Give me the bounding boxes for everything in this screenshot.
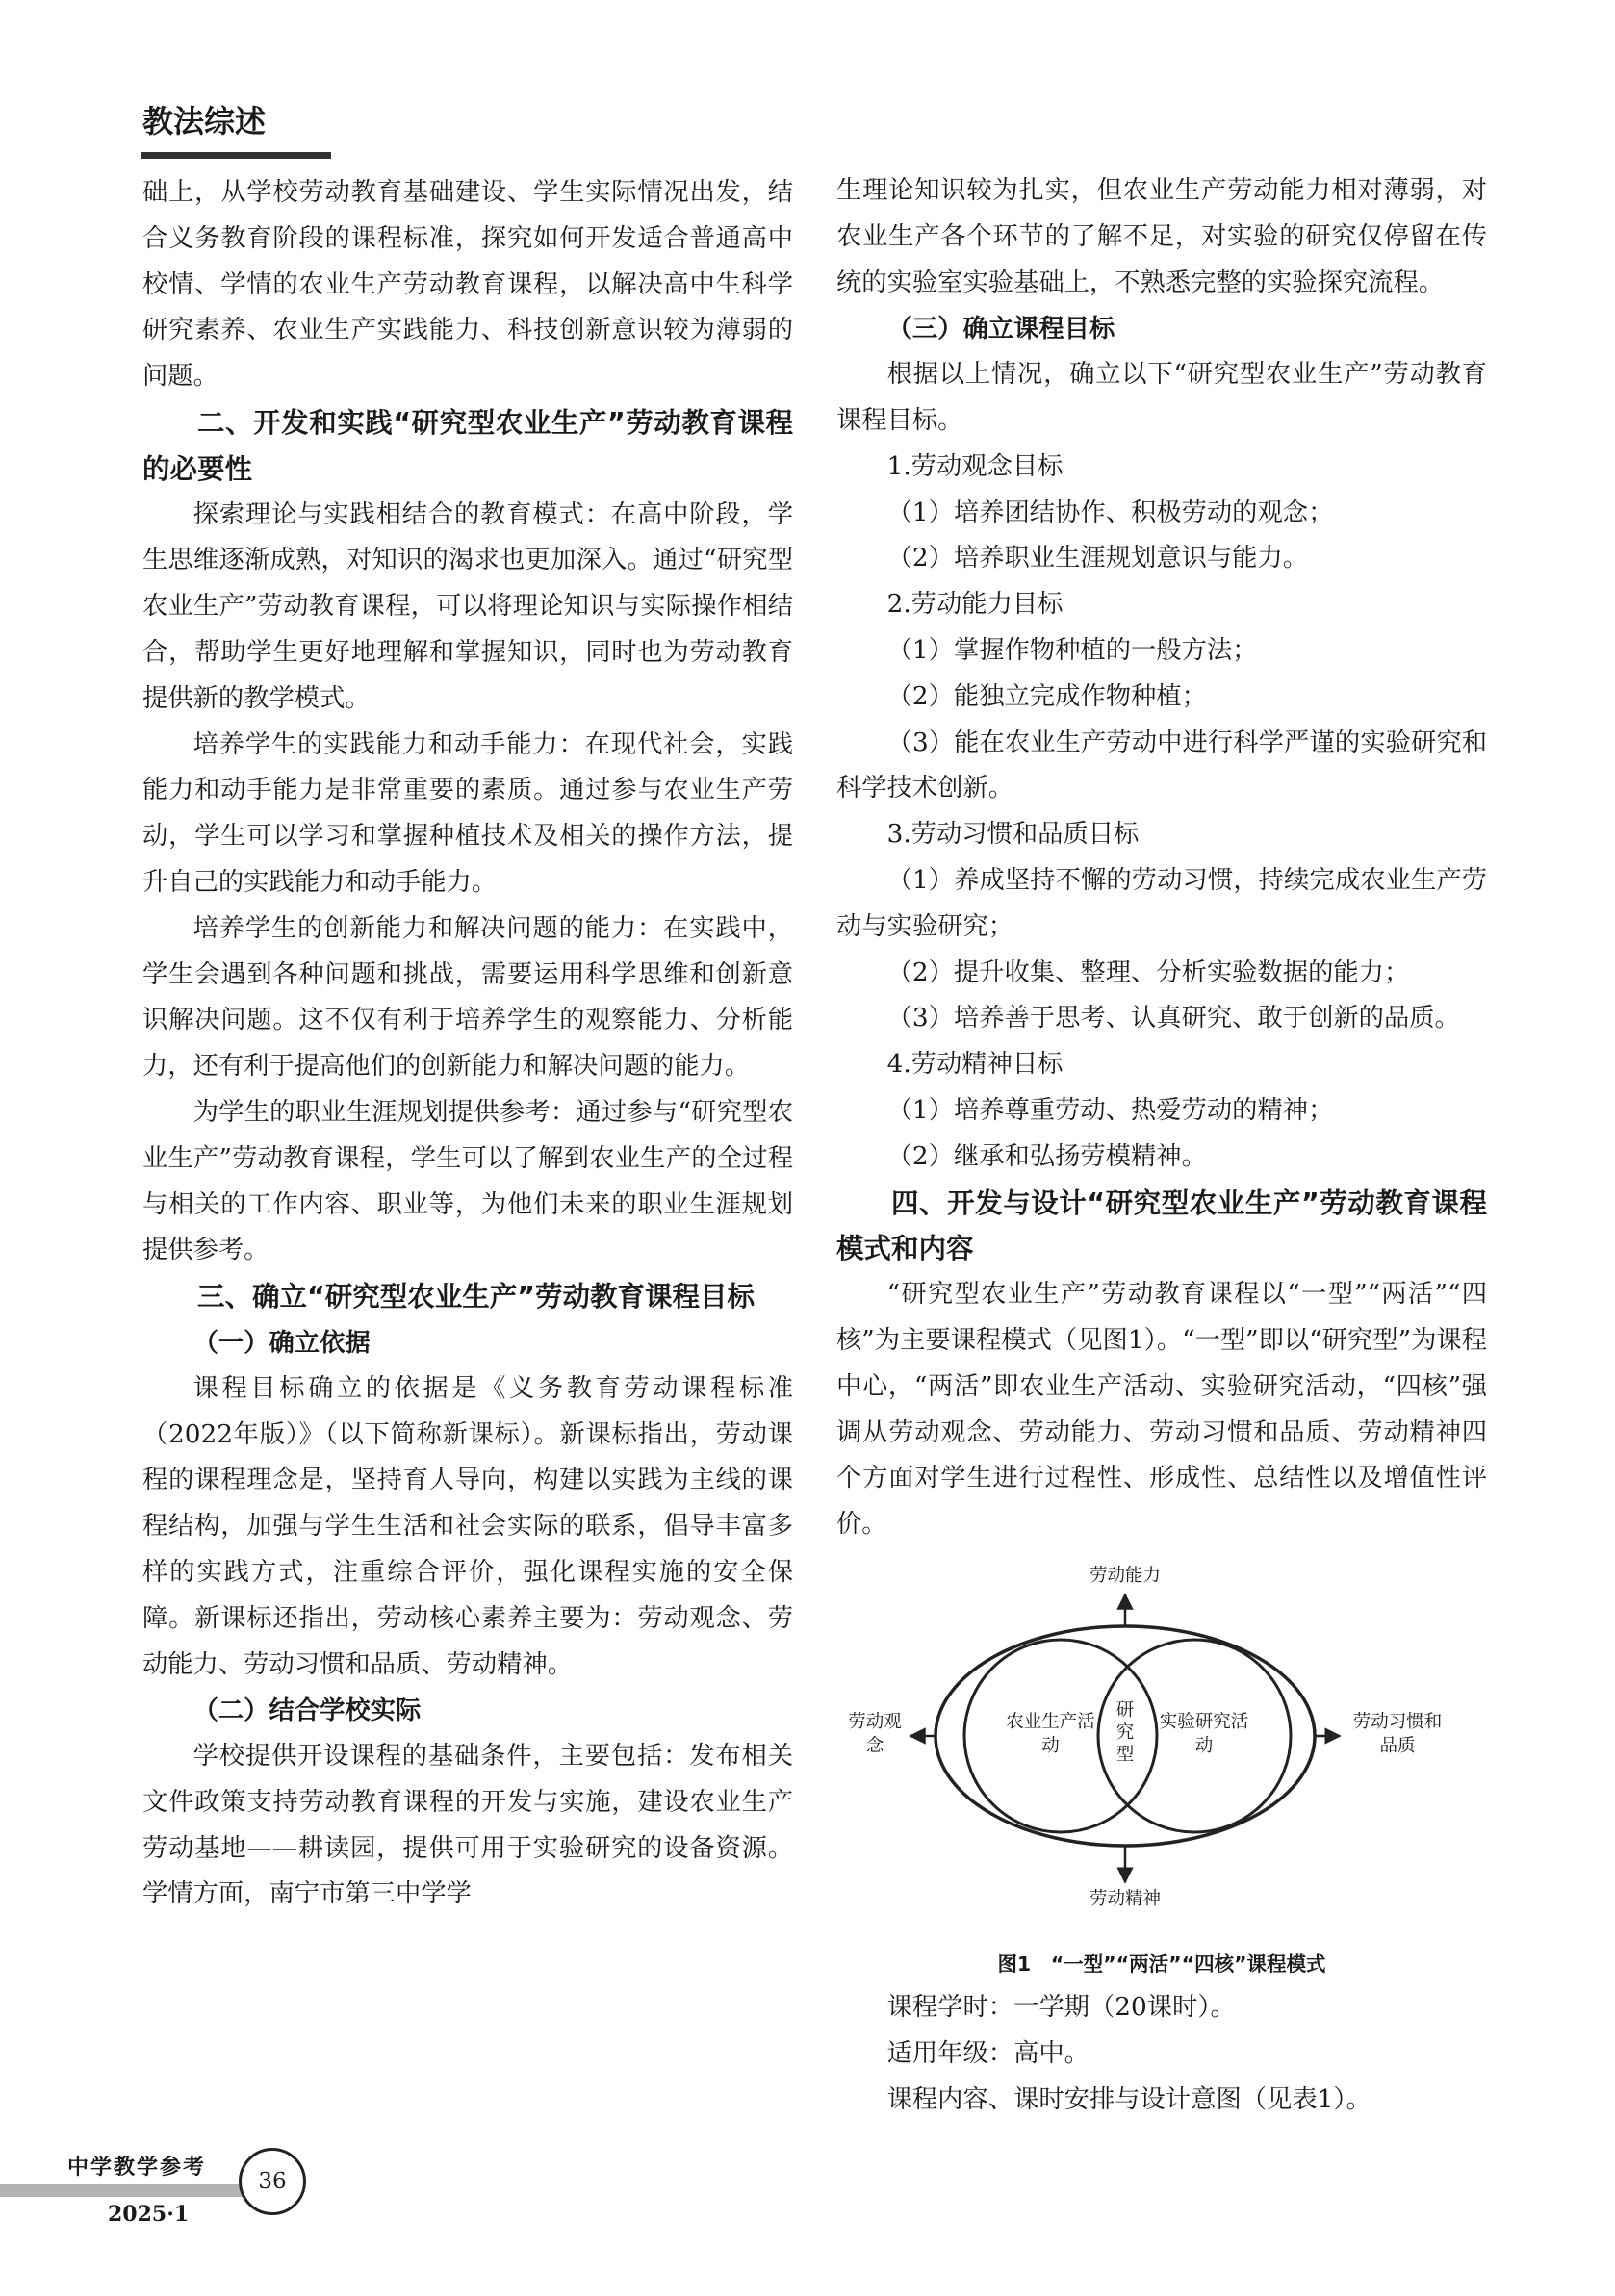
paragraph: 生理论知识较为扎实，但农业生产劳动能力相对薄弱，对农业生产各个环节的了解不足，对实验的研究仅停留在传统的实验室实验基础上，不熟悉完整的实验探究流程。 <box>836 176 1487 297</box>
section-header: 教法综述 <box>142 103 267 140</box>
paragraph: 学校提供开设课程的基础条件，主要包括：发布相关文件政策支持劳动教育课程的开发与实施，建设农业生产劳动基地——耕读园，提供可用于实验研究的设备资源。学情方面，南宁市第三中学学 <box>142 1742 793 1909</box>
goal-heading: 1.劳动观念目标 <box>886 451 1064 481</box>
right-column <box>836 168 1487 2123</box>
goal-item: （1）养成坚持不懈的劳动习惯，持续完成农业生产劳动与实验研究； <box>836 865 1487 941</box>
paragraph: 为学生的职业生涯规划提供参考：通过参与“研究型农业生产”劳动教育课程，学生可以了解到农业生产的全过程与相关的工作内容、职业等，为他们未来的职业生涯规划提供参考。 <box>142 1097 793 1265</box>
paragraph: 课程目标确立的依据是《义务教育劳动课程标准（2022年版）》（以下简称新课标）。新课标指出，劳动课程的课程理念是，坚持育人导向，构建以实践为主线的课程结构，加强与学生生活和社会实际的联系，倡导丰富多样的实践方式，注重综合评价，强化课程实施的安全保障。新课标还指出，劳动核心素养主要为：劳动观念、劳动能力、劳动习惯和品质、劳动精神。 <box>142 1373 793 1679</box>
paragraph: 课程学时：一学期（20课时）。 <box>886 1992 1236 2022</box>
section-heading: 三、确立“研究型农业生产”劳动教育课程目标 <box>197 1281 755 1314</box>
goal-item: （1）掌握作物种植的一般方法； <box>886 635 1258 665</box>
label-right: 劳动习惯和品质 <box>1352 1711 1443 1756</box>
paragraph: 础上，从学校劳动教育基础建设、学生实际情况出发，结合义务教育阶段的课程标准，探究如何开发适合普通高中校情、学情的农业生产劳动教育课程，以解决高中生科学研究素养、农业生产实践能力、科技创新意识较为薄弱的问题。 <box>142 178 793 392</box>
paragraph: “研究型农业生产”劳动教育课程以“一型”“两活”“四核”为主要课程模式（见图1）。“一型”即以“研究型”为课程中心，“两活”即农业生产活动、实验研究活动，“四核”强调从劳动观念、劳动能力、劳动习惯和品质、劳动精神四个方面对学生进行过程性、形成性、总结性以及增值性评价。 <box>836 1280 1487 1540</box>
left-column <box>142 170 793 1918</box>
paragraph: 培养学生的实践能力和动手能力：在现代社会，实践能力和动手能力是非常重要的素质。通过参与农业生产劳动，学生可以学习和掌握种植技术及相关的操作方法，提升自己的实践能力和动手能力。 <box>142 729 793 897</box>
footer-bar <box>0 2184 262 2197</box>
page-number: 36 <box>239 2148 306 2215</box>
paragraph: 根据以上情况，确立以下“研究型农业生产”劳动教育课程目标。 <box>836 360 1487 435</box>
paragraph: 探索理论与实践相结合的教育模式：在高中阶段，学生思维逐渐成熟，对知识的渴求也更加深入。通过“研究型农业生产”劳动教育课程，可以将理论知识与实际操作相结合，帮助学生更好地理解和掌握知识，同时也为劳动教育提供新的教学模式。 <box>142 499 793 713</box>
issue-date: 2025·1 <box>108 2202 190 2227</box>
goal-item: （3）能在农业生产劳动中进行科学严谨的实验研究和科学技术创新。 <box>836 727 1487 804</box>
subsection-heading: （一）确立依据 <box>192 1327 371 1358</box>
goal-item: （2）提升收集、整理、分析实验数据的能力； <box>886 957 1410 987</box>
label-top: 劳动能力 <box>1089 1565 1161 1586</box>
goal-item: （2）继承和弘扬劳模精神。 <box>886 1141 1207 1171</box>
goal-item: （3）培养善于思考、认真研究、敢于创新的品质。 <box>886 1004 1460 1033</box>
label-left: 劳动观念 <box>848 1711 902 1756</box>
header-rule <box>141 152 331 159</box>
section-heading: 四、开发与设计“研究型农业生产”劳动教育课程模式和内容 <box>836 1186 1487 1265</box>
goal-item: （2）能独立完成作物种植； <box>886 681 1207 711</box>
figure-caption: 图1 “一型”“两活”“四核”课程模式 <box>997 1952 1326 1976</box>
paragraph: 培养学生的创新能力和解决问题的能力：在实践中，学生会遇到各种问题和挑战，需要运用科学思维和创新意识解决问题。这不仅有利于培养学生的观察能力、分析能力，还有利于提高他们的创新能力和解决问题的能力。 <box>142 913 793 1082</box>
label-center: 研究型 <box>1115 1699 1135 1765</box>
section-heading: 二、开发和实践“研究型农业生产”劳动教育课程的必要性 <box>142 406 793 485</box>
goal-item: （1）培养尊重劳动、热爱劳动的精神； <box>886 1095 1334 1125</box>
paragraph: 适用年级：高中。 <box>886 2038 1089 2068</box>
paragraph: 课程内容、课时安排与设计意图（见表1）。 <box>886 2084 1371 2114</box>
label-bottom: 劳动精神 <box>1089 1888 1161 1909</box>
goal-heading: 2.劳动能力目标 <box>886 590 1064 620</box>
label-inner-left: 农业生产活动 <box>1006 1711 1095 1756</box>
subsection-heading: （二）结合学校实际 <box>192 1696 422 1726</box>
course-model-figure <box>836 1562 1487 1945</box>
label-inner-right: 实验研究活动 <box>1159 1711 1249 1756</box>
journal-name: 中学教学参考 <box>67 2155 207 2180</box>
goal-heading: 4.劳动精神目标 <box>886 1050 1064 1080</box>
goal-heading: 3.劳动习惯和品质目标 <box>886 820 1140 850</box>
subsection-heading: （三）确立课程目标 <box>886 314 1115 344</box>
goal-item: （1）培养团结协作、积极劳动的观念； <box>886 497 1334 527</box>
goal-item: （2）培养职业生涯规划意识与能力。 <box>886 544 1309 574</box>
